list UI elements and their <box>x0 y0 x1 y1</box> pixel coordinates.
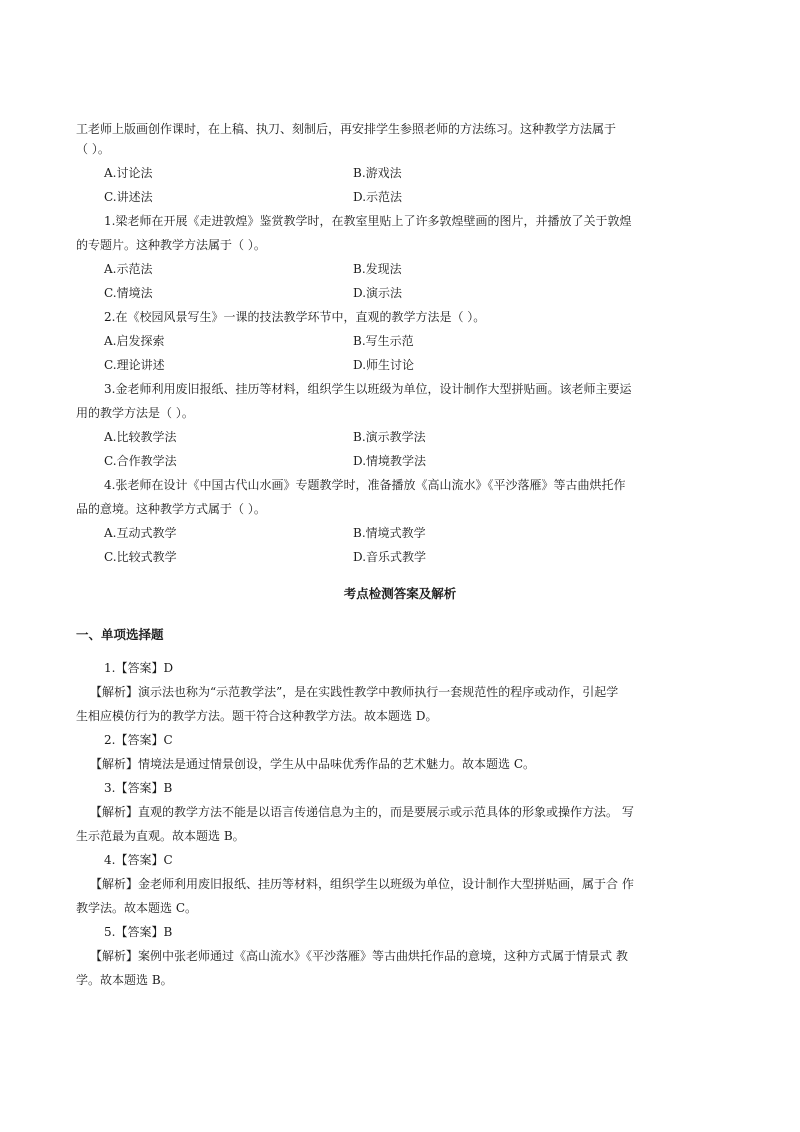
question-4-text-line-2: 品的意境。这种教学方式属于（ ）。 <box>76 502 266 516</box>
analysis-1-line-2: 生相应模仿行为的教学方法。题干符合这种教学方法。故本题选 D。 <box>76 709 438 723</box>
answers-title: 考点检测答案及解析 <box>343 586 457 601</box>
question-3-text-line-2: 用的教学方法是（ ）。 <box>76 406 194 420</box>
analysis-2-line-1: 【解析】情境法是通过情景创设，学生从中品味优秀作品的艺术魅力。故本题选 C。 <box>90 757 535 771</box>
question-1-text-line-2: 的专题片。这种教学方法属于（ ）。 <box>76 238 266 252</box>
answer-2: 2.【答案】C <box>104 733 173 747</box>
option-a: A.讨论法 <box>104 166 153 180</box>
question-1-text-line-1: 1.梁老师在开展《走进敦煌》鉴赏教学时，在教室里贴上了许多敦煌壁画的图片，并播放了关于敦煌 <box>104 214 632 228</box>
question-3-text-line-1: 3.金老师利用废旧报纸、挂历等材料，组织学生以班级为单位，设计制作大型拼贴画。该老师主要运 <box>104 382 632 396</box>
analysis-5-line-1: 【解析】案例中张老师通过《高山流水》《平沙落雁》等古曲烘托作品的意境，这种方式属于情景式 教 <box>90 949 628 963</box>
question-2-option-c: C.理论讲述 <box>104 358 165 372</box>
question-4-option-a: A.互动式教学 <box>104 526 177 540</box>
analysis-3-line-1: 【解析】直观的教学方法不能是以语言传递信息为主的，而是要展示或示范具体的形象或操作方法。 写 <box>90 805 634 819</box>
question-3-option-d: D.情境教学法 <box>353 454 427 468</box>
answer-3: 3.【答案】B <box>104 781 173 795</box>
question-2-option-d: D.师生讨论 <box>353 358 415 372</box>
answer-5: 5.【答案】B <box>104 925 173 939</box>
analysis-1-line-1: 【解析】演示法也称为“示范教学法”，是在实践性教学中教师执行一套规范性的程序或动作，引起学 <box>90 685 619 699</box>
option-d: D.示范法 <box>353 190 403 204</box>
question-1-option-b: B.发现法 <box>353 262 402 276</box>
section-heading: 一、单项选择题 <box>76 627 164 642</box>
question-1-option-c: C.情境法 <box>104 286 153 300</box>
answer-4: 4.【答案】C <box>104 853 173 867</box>
question-4-option-c: C.比较式教学 <box>104 550 177 564</box>
intro-question-text-line-2: （ ）。 <box>76 142 110 156</box>
question-3-option-a: A.比较教学法 <box>104 430 177 444</box>
question-1-option-d: D.演示法 <box>353 286 403 300</box>
question-4-option-b: B.情境式教学 <box>353 526 426 540</box>
analysis-5-line-2: 学。故本题选 B。 <box>76 973 173 987</box>
question-4-text-line-1: 4.张老师在设计《中国古代山水画》专题教学时，准备播放《高山流水》《平沙落雁》等古曲烘托作 <box>104 478 626 492</box>
question-1-option-a: A.示范法 <box>104 262 153 276</box>
question-2-text-line-1: 2.在《校园风景写生》一课的技法教学环节中，直观的教学方法是（ ）。 <box>104 310 486 324</box>
question-3-option-c: C.合作教学法 <box>104 454 177 468</box>
option-c: C.讲述法 <box>104 190 153 204</box>
analysis-3-line-2: 生示范最为直观。故本题选 B。 <box>76 829 245 843</box>
question-4-option-d: D.音乐式教学 <box>353 550 427 564</box>
intro-question-text-line-1: 工老师上版画创作课时，在上稿、执刀、刻制后，再安排学生参照老师的方法练习。这种教学方法属于 <box>76 122 617 136</box>
answer-1: 1.【答案】D <box>104 661 174 675</box>
option-b: B.游戏法 <box>353 166 402 180</box>
analysis-4-line-2: 教学法。故本题选 C。 <box>76 901 197 915</box>
question-2-option-b: B.写生示范 <box>353 334 414 348</box>
analysis-4-line-1: 【解析】金老师利用废旧报纸、挂历等材料，组织学生以班级为单位，设计制作大型拼贴画，属于合 作 <box>90 877 634 891</box>
question-3-option-b: B.演示教学法 <box>353 430 426 444</box>
question-2-option-a: A.启发探索 <box>104 334 165 348</box>
